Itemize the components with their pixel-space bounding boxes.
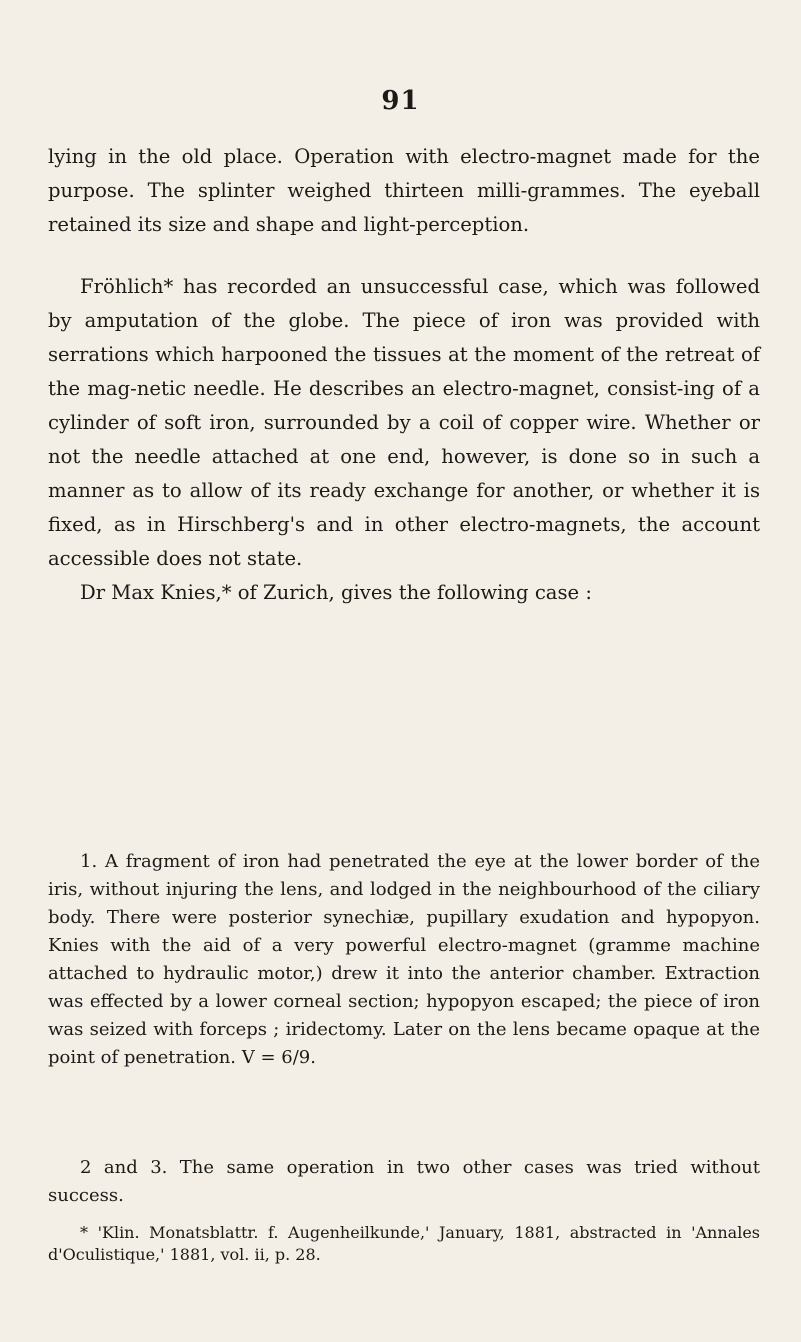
paragraph-text: Fröhlich* has recorded an unsuccessful case, which was followed by amputation of the globe. The piece of iron was provided with serrations which harpooned the tissues at the moment of the retreat of the mag-netic needle. He describes an electro-magnet, consist-ing of a cylinder of soft iron, surrounded by a coil of copper wire. Whether or not the needle attached at one end, however, is done so in such a manner as to allow of its ready exchange for another, or whether it is fixed, as in Hirschberg's and in other electro-magnets, the account accessible does not state. bbox=[48, 275, 760, 570]
footnote bbox=[48, 1222, 760, 1266]
page-number: 91 bbox=[381, 86, 420, 116]
case-1-text: 1. A fragment of iron had penetrated the eye at the lower border of the iris, without injuring the lens, and lodged in the neighbourhood of the ciliary body. There were posterior synechiæ, pupillary exudation and hypopyon. Knies with the aid of a very powerful electro-magnet (gramme machine attached to hydraulic motor,) drew it into the anterior chamber. Extraction was effected by a lower corneal section; hypopyon escaped; the piece of iron was seized with forceps ; iridectomy. Later on the lens became opaque at the point of penetration. V = 6/9. bbox=[48, 851, 760, 1068]
paragraph-frohlich bbox=[48, 270, 760, 610]
paragraph-text: lying in the old place. Operation with electro-magnet made for the purpose. The splinter weighed thirteen milli-grammes. The eyeball retained its size and shape and light-perception. bbox=[48, 145, 760, 236]
paragraph-continuation bbox=[48, 140, 760, 242]
case-1 bbox=[48, 848, 760, 1072]
paragraph-knies-intro: Dr Max Knies,* of Zurich, gives the following case : bbox=[80, 581, 592, 604]
case-2-3 bbox=[48, 1154, 760, 1210]
footnote-text: * 'Klin. Monatsblattr. f. Augenheilkunde,' January, 1881, abstracted in 'Annales d'Oculistique,' 1881, vol. ii, p. 28. bbox=[48, 1223, 760, 1264]
case-2-3-text: 2 and 3. The same operation in two other cases was tried without success. bbox=[48, 1157, 760, 1206]
